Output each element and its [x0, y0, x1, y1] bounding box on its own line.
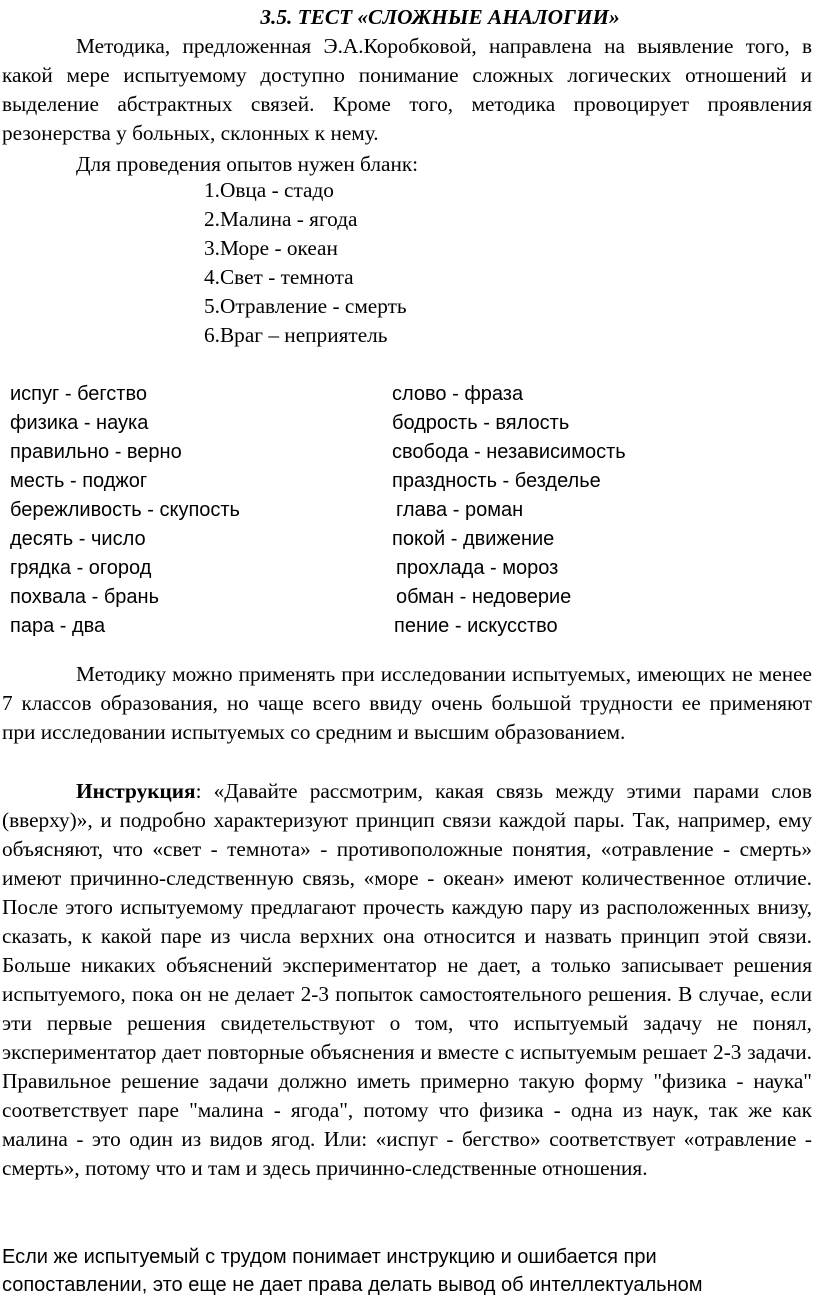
word-pair: правильно - верно: [10, 441, 182, 463]
blank-item: 4.Свет - темнота: [204, 265, 354, 289]
word-pair: прохлада - мороз: [396, 557, 559, 579]
word-pair: испуг - бегство: [10, 383, 147, 405]
word-pair: физика - наука: [10, 412, 149, 434]
word-pair: слово - фраза: [392, 383, 524, 405]
word-pair: пара - два: [10, 615, 106, 637]
word-pair: бодрость - вялость: [392, 412, 570, 434]
word-pair: месть - поджог: [10, 470, 148, 492]
word-pair: покой - движение: [392, 528, 555, 550]
word-pair: десять - число: [10, 528, 146, 550]
word-pair: свобода - независимость: [392, 441, 626, 463]
word-pair: похвала - брань: [10, 586, 159, 608]
word-pair: пение - искусство: [394, 615, 558, 637]
blank-item: 2.Малина - ягода: [204, 207, 358, 231]
document-title: 3.5. ТЕСТ «СЛОЖНЫЕ АНАЛОГИИ»: [260, 5, 620, 29]
closing-line: Если же испытуемый с трудом понимает инструкцию и ошибается при: [2, 1246, 657, 1268]
closing-paragraph: [2, 1243, 814, 1299]
blank-list: [204, 176, 407, 350]
blank-item: 1.Овца - стадо: [204, 178, 334, 202]
usage-paragraph: Методику можно применять при исследовании испытуемых, имеющих не менее 7 классов образования, но чаще всего ввиду очень большой трудности ее применяют при исследовании испытуемых со средним и высшим образованием.: [2, 662, 812, 744]
word-pair: бережливость - скупость: [10, 499, 240, 521]
blank-item: 6.Враг – неприятель: [204, 323, 388, 347]
word-pair: праздность - безделье: [392, 470, 601, 492]
word-pair: грядка - огород: [10, 557, 152, 579]
word-pair: глава - роман: [396, 499, 524, 521]
intro-paragraph: Методика, предложенная Э.А.Коробковой, направлена на выявление того, в какой мере испытуемому доступно понимание сложных логических отношений и выделение абстрактных связей. Кроме того, методика провоцирует проявления резонерства у больных, склонных к нему.: [2, 34, 812, 145]
instruction-paragraph: [2, 777, 812, 1183]
blank-item: 5.Отравление - смерть: [204, 294, 407, 318]
instruction-label: Инструкция: [76, 779, 196, 803]
blank-item: 3.Море - океан: [204, 236, 338, 260]
instruction-text: : «Давайте рассмотрим, какая связь между этими парами слов (вверху)», и подробно характеризуют принцип связи каждой пары. Так, например, ему объясняют, что «свет - темнота» - противоположные понятия, «отравление - смерть» имеют причинно-следственную связь, «море - океан» имеют количественное отличие. После этого испытуемому предлагают прочесть каждую пару из расположенных внизу, сказать, к какой паре из числа верхних она относится и назвать принцип этой связи. Больше никаких объяснений экспериментатор не дает, а только записывает решения испытуемого, пока он не делает 2-3 попыток самостоятельного решения. В случае, если эти первые решения свидетельствуют о том, что испытуемый задачу не понял, экспериментатор дает повторные объяснения и вместе с испытуемым решает 2-3 задачи. Правильное решение задачи должно иметь примерно такую форму "физика - наука" соответствует паре "малина - ягода", потому что физика - одна из наук, так же как малина - это один из видов ягод. Или: «испуг - бегство» соответствует «отравление - смерть», потому что и там и здесь причинно-следственные отношения.: [2, 779, 812, 1180]
closing-line: сопоставлении, это еще не дает права делать вывод об интеллектуальном: [2, 1274, 703, 1296]
word-pair: обман - недоверие: [396, 586, 572, 608]
pairs-left-column: [10, 380, 240, 641]
pairs-right-column: [392, 380, 626, 641]
blank-lead-text: Для проведения опытов нужен бланк:: [76, 152, 419, 176]
